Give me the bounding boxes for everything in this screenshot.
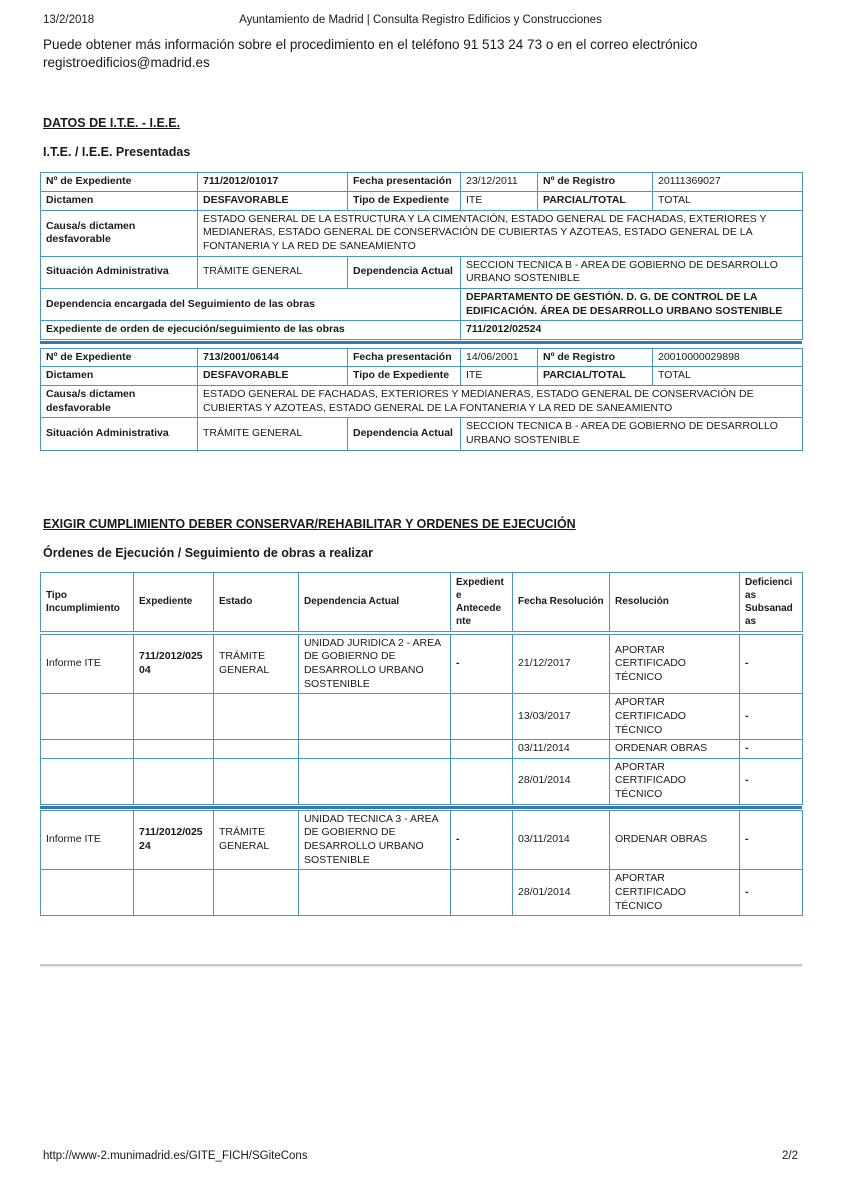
empty-cell (451, 694, 513, 740)
expediente-value: 711/2012/01017 (198, 173, 348, 192)
seguimiento-value: DEPARTAMENTO DE GESTIÓN. D. G. DE CONTROL DE LA EDIFICACIÓN. ÁREA DE DESARROLLO URBANO SOSTENIBLE (461, 288, 803, 320)
section-title-ite: DATOS DE I.T.E. - I.E.E. (43, 116, 181, 131)
dictamen-value: DESFAVORABLE (198, 192, 348, 211)
table-row (41, 192, 803, 211)
dependencia-label: Dependencia Actual (348, 418, 461, 450)
seguimiento-label: Dependencia encargada del Seguimiento de las obras (41, 288, 461, 320)
dependencia-value: UNIDAD JURIDICA 2 - AREA DE GOBIERNO DE DESARROLLO URBANO SOSTENIBLE (299, 634, 451, 694)
empty-cell (451, 740, 513, 759)
col-tipo-incumplimiento: Tipo Incumplimiento (41, 572, 134, 631)
tipo-value: Informe ITE (41, 810, 134, 870)
registro-label: Nº de Registro (538, 173, 653, 192)
deficiencias-value: - (740, 810, 803, 870)
group-separator (40, 806, 802, 809)
deficiencias-value: - (740, 634, 803, 694)
col-fecha-resolucion: Fecha Resolución (513, 572, 610, 631)
table-row (41, 740, 803, 759)
section-subtitle-exigir: Órdenes de Ejecución / Seguimiento de obras a realizar (43, 545, 373, 560)
table-row (41, 758, 803, 804)
col-expediente: Expediente (134, 572, 214, 631)
ordenes-group-table-2 (40, 810, 803, 916)
col-resolucion: Resolución (610, 572, 740, 631)
orden-value: 711/2012/02524 (461, 321, 803, 340)
expediente-label: Nº de Expediente (41, 348, 198, 367)
table-row (41, 694, 803, 740)
resolucion-value: ORDENAR OBRAS (610, 810, 740, 870)
dictamen-label: Dictamen (41, 192, 198, 211)
resolucion-value: APORTAR CERTIFICADO TÉCNICO (610, 758, 740, 804)
estado-value: TRÁMITE GENERAL (214, 810, 299, 870)
print-header (0, 0, 841, 26)
table-row (41, 367, 803, 386)
dependencia-value: SECCION TECNICA B - AREA DE GOBIERNO DE DESARROLLO URBANO SOSTENIBLE (461, 256, 803, 288)
footer-url: http://www-2.munimadrid.es/GITE_FICH/SGiteCons (43, 1150, 308, 1162)
deficiencias-value: - (740, 694, 803, 740)
estado-value: TRÁMITE GENERAL (214, 634, 299, 694)
empty-cell (451, 758, 513, 804)
empty-cell (41, 694, 134, 740)
parcial-label: PARCIAL/TOTAL (538, 192, 653, 211)
print-date: 13/2/2018 (43, 14, 95, 26)
empty-cell (299, 694, 451, 740)
tipo-label: Tipo de Expediente (348, 367, 461, 386)
fecha-resolucion-value: 13/03/2017 (513, 694, 610, 740)
table-row (41, 321, 803, 340)
tipo-label: Tipo de Expediente (348, 192, 461, 211)
tipo-value: ITE (461, 367, 538, 386)
col-estado: Estado (214, 572, 299, 631)
parcial-value: TOTAL (653, 367, 803, 386)
antecedente-value: - (451, 634, 513, 694)
intro-text: Puede obtener más información sobre el procedimiento en el teléfono 91 513 24 73 o en el correo electrónico registroedificios@madrid.es (43, 37, 698, 71)
empty-cell (41, 870, 134, 916)
ordenes-group-table-1 (40, 634, 803, 805)
fecha-resolucion-value: 28/01/2014 (513, 758, 610, 804)
causa-value: ESTADO GENERAL DE FACHADAS, EXTERIORES Y MEDIANERAS, ESTADO GENERAL DE CONSERVACIÓN DE CUBIERTAS Y AZOTEAS, ESTADO GENERAL DE LA FONTANERIA Y LA RED DE SANEAMIENTO (198, 386, 803, 418)
deficiencias-value: - (740, 758, 803, 804)
fecha-resolucion-value: 03/11/2014 (513, 740, 610, 759)
orden-label: Expediente de orden de ejecución/seguimiento de las obras (41, 321, 461, 340)
horizontal-rule (40, 964, 802, 967)
empty-cell (214, 694, 299, 740)
causa-label: Causa/s dictamen desfavorable (41, 210, 198, 256)
causa-label: Causa/s dictamen desfavorable (41, 386, 198, 418)
col-expediente-antecedente: Expediente Antecedente (451, 572, 513, 631)
record-separator (40, 341, 802, 344)
table-row (41, 288, 803, 320)
dependencia-value: SECCION TECNICA B - AREA DE GOBIERNO DE DESARROLLO URBANO SOSTENIBLE (461, 418, 803, 450)
fecha-resolucion-value: 28/01/2014 (513, 870, 610, 916)
empty-cell (134, 694, 214, 740)
print-footer (43, 1150, 798, 1162)
empty-cell (41, 740, 134, 759)
table-row (41, 810, 803, 870)
empty-cell (214, 758, 299, 804)
table-row (41, 210, 803, 256)
table-header-row (41, 572, 803, 631)
section-subtitle-ite: I.T.E. / I.E.E. Presentadas (43, 145, 191, 160)
parcial-value: TOTAL (653, 192, 803, 211)
dependencia-value: UNIDAD TECNICA 3 - AREA DE GOBIERNO DE DESARROLLO URBANO SOSTENIBLE (299, 810, 451, 870)
deficiencias-value: - (740, 740, 803, 759)
col-deficiencias-subsanadas: Deficiencias Subsanadas (740, 572, 803, 631)
empty-cell (299, 870, 451, 916)
table-row (41, 418, 803, 450)
empty-cell (134, 870, 214, 916)
situacion-label: Situación Administrativa (41, 256, 198, 288)
fecha-value: 23/12/2011 (461, 173, 538, 192)
expediente-value: 711/2012/02504 (134, 634, 214, 694)
section-title-exigir: EXIGIR CUMPLIMIENTO DEBER CONSERVAR/REHABILITAR Y ORDENES DE EJECUCIÓN (43, 516, 576, 531)
empty-cell (451, 870, 513, 916)
footer-page-number: 2/2 (782, 1150, 798, 1162)
ite-record-table-2 (40, 348, 803, 451)
parcial-label: PARCIAL/TOTAL (538, 367, 653, 386)
registro-value: 20111369027 (653, 173, 803, 192)
expediente-value: 711/2012/02524 (134, 810, 214, 870)
print-title: Ayuntamiento de Madrid | Consulta Registro Edificios y Construcciones (239, 14, 602, 26)
causa-value: ESTADO GENERAL DE LA ESTRUCTURA Y LA CIMENTACIÓN, ESTADO GENERAL DE FACHADAS, EXTERIORES Y MEDIANERAS, ESTADO GENERAL DE CONSERVACIÓN DE CUBIERTAS Y AZOTEAS, ESTADO GENERAL DE LA FONTANERIA Y LA RED DE SANEAMIENTO (198, 210, 803, 256)
dictamen-value: DESFAVORABLE (198, 367, 348, 386)
dependencia-label: Dependencia Actual (348, 256, 461, 288)
fecha-resolucion-value: 21/12/2017 (513, 634, 610, 694)
fecha-resolucion-value: 03/11/2014 (513, 810, 610, 870)
col-dependencia-actual: Dependencia Actual (299, 572, 451, 631)
ordenes-header-table (40, 572, 803, 632)
deficiencias-value: - (740, 870, 803, 916)
empty-cell (134, 740, 214, 759)
table-row (41, 348, 803, 367)
registro-value: 20010000029898 (653, 348, 803, 367)
table-row (41, 634, 803, 694)
expediente-value: 713/2001/06144 (198, 348, 348, 367)
resolucion-value: APORTAR CERTIFICADO TÉCNICO (610, 870, 740, 916)
tipo-value: ITE (461, 192, 538, 211)
resolucion-value: APORTAR CERTIFICADO TÉCNICO (610, 694, 740, 740)
table-row (41, 256, 803, 288)
expediente-label: Nº de Expediente (41, 173, 198, 192)
empty-cell (214, 740, 299, 759)
resolucion-value: ORDENAR OBRAS (610, 740, 740, 759)
table-row (41, 386, 803, 418)
empty-cell (214, 870, 299, 916)
situacion-label: Situación Administrativa (41, 418, 198, 450)
tipo-value: Informe ITE (41, 634, 134, 694)
dictamen-label: Dictamen (41, 367, 198, 386)
empty-cell (299, 740, 451, 759)
situacion-value: TRÁMITE GENERAL (198, 418, 348, 450)
registro-label: Nº de Registro (538, 348, 653, 367)
fecha-label: Fecha presentación (348, 348, 461, 367)
empty-cell (134, 758, 214, 804)
empty-cell (41, 758, 134, 804)
antecedente-value: - (451, 810, 513, 870)
table-row (41, 870, 803, 916)
fecha-value: 14/06/2001 (461, 348, 538, 367)
empty-cell (299, 758, 451, 804)
resolucion-value: APORTAR CERTIFICADO TÉCNICO (610, 634, 740, 694)
situacion-value: TRÁMITE GENERAL (198, 256, 348, 288)
fecha-label: Fecha presentación (348, 173, 461, 192)
ite-record-table-1 (40, 172, 803, 339)
table-row (41, 173, 803, 192)
